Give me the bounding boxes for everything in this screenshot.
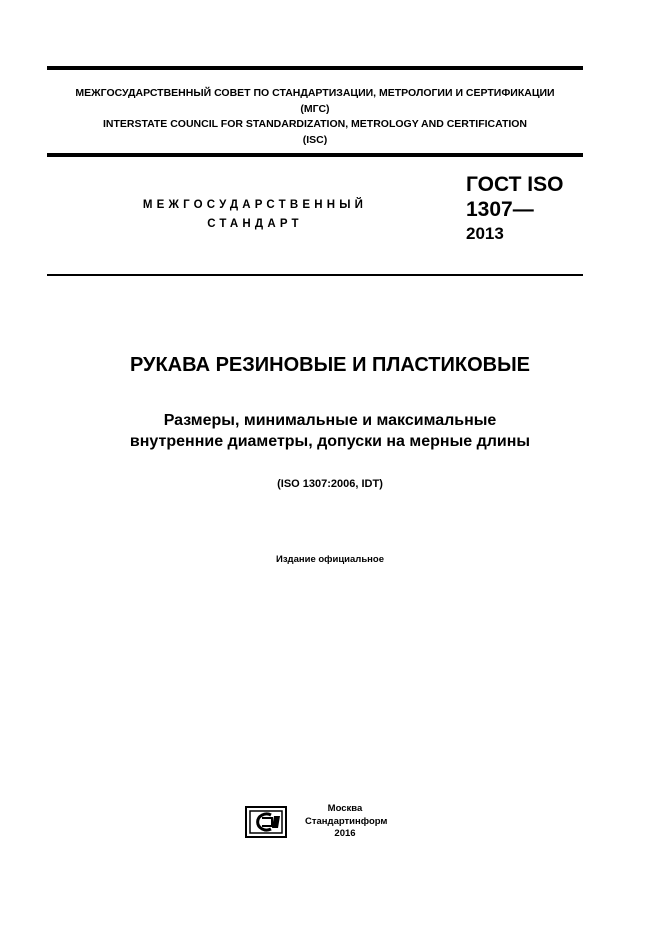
standard-designation xyxy=(466,172,563,246)
publisher-name: Стандартинформ xyxy=(305,815,388,827)
publication-year: 2016 xyxy=(334,828,356,839)
document-subtitle xyxy=(47,410,613,452)
council-abbr-en: (ISC) xyxy=(302,133,328,146)
iso-reference: (ISO 1307:2006, IDT) xyxy=(277,478,383,490)
standartinform-logo-icon xyxy=(245,806,287,838)
publisher-block xyxy=(305,803,388,841)
publisher-city: Москва xyxy=(327,803,363,814)
document-title: РУКАВА РЕЗИНОВЫЕ И ПЛАСТИКОВЫЕ xyxy=(129,354,531,376)
document-subtitle-line2: внутренние диаметры, допуски на мерные длины xyxy=(129,433,531,450)
top-rule xyxy=(47,66,583,70)
standard-kind-line1: МЕЖГОСУДАРСТВЕННЫЙ xyxy=(142,199,368,211)
council-abbr-ru: (МГС) xyxy=(300,102,330,115)
standard-kind xyxy=(110,196,400,234)
edition-label: Издание официальное xyxy=(276,554,384,565)
standard-code-line2: 1307— xyxy=(466,198,534,221)
middle-rule xyxy=(47,153,583,157)
standard-kind-line2: СТАНДАРТ xyxy=(207,218,303,230)
document-subtitle-line1: Размеры, минимальные и максимальные xyxy=(163,412,497,429)
standard-code-line1: ГОСТ ISO xyxy=(466,173,564,196)
bottom-rule xyxy=(47,274,583,276)
council-header xyxy=(47,86,583,148)
council-name-ru: МЕЖГОСУДАРСТВЕННЫЙ СОВЕТ ПО СТАНДАРТИЗАЦИИ, МЕТРОЛОГИИ И СЕРТИФИКАЦИИ xyxy=(75,87,555,99)
council-name-en: INTERSTATE COUNCIL FOR STANDARDIZATION, METROLOGY AND CERTIFICATION xyxy=(102,118,528,130)
standard-year: 2013 xyxy=(466,224,504,243)
